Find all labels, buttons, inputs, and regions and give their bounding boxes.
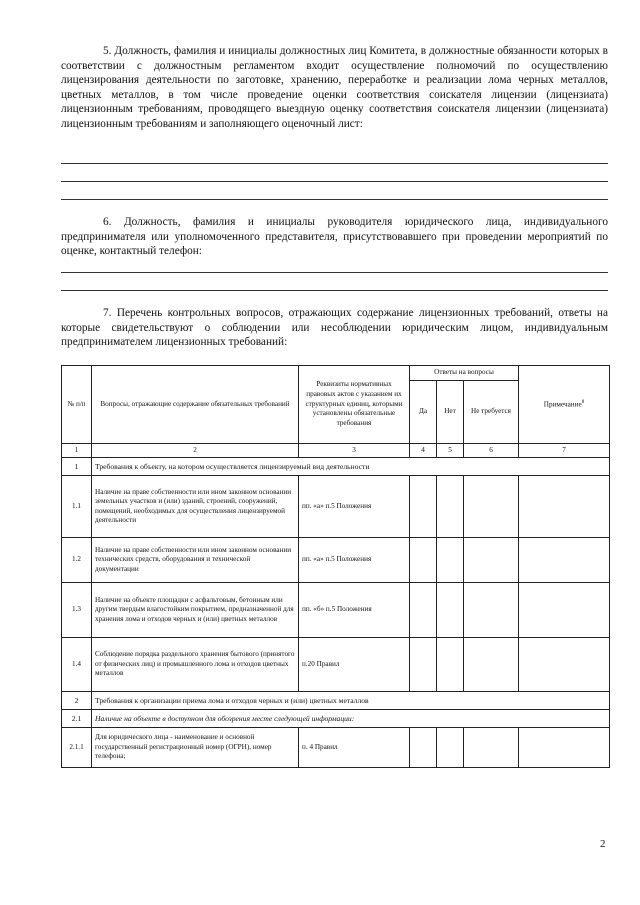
row-reference: пп. «б» п.5 Положения [299, 583, 410, 638]
row-number: 2.1.1 [62, 728, 92, 768]
table-row [62, 476, 610, 538]
row-reference: пп. «а» п.5 Положения [299, 476, 410, 538]
col-number: 4 [410, 443, 437, 458]
note-cell[interactable] [519, 583, 610, 638]
row-question: Соблюдение порядка раздельного хранения бытового (принятого от физических лиц) и промышленного лома и отходов цветных металлов [92, 638, 299, 692]
table-row [62, 583, 610, 638]
subsection-number: 2.1 [62, 710, 92, 728]
fill-line [61, 199, 608, 200]
header-no: Нет [437, 380, 464, 443]
row-number: 1.4 [62, 638, 92, 692]
col-number: 3 [299, 443, 410, 458]
section-title: Требования к организации приема лома и отходов черных и (или) цветных металлов [92, 692, 610, 710]
answer-not-required-cell[interactable] [464, 583, 519, 638]
col-number: 1 [62, 443, 92, 458]
paragraph-5: 5. Должность, фамилия и инициалы должностных лиц Комитета, в должностные обязанности которых в соответствии с должностным регламентом входит осуществление полномочий по осуществлению лицензирования деятельности по заготовке, хранению, переработке и реализации лома черных металлов, цветных металлов, в том числе проведение оценки соответствия соискателя лицензии (лицензиата) лицензионным требованиям, проводящего выездную оценку соответствия соискателя лицензии (лицензиата) лицензионным требованиям и заполняющего оценочный лист: [61, 45, 608, 130]
subsection-title: Наличие на объекте в доступном для обозрения месте следующей информации: [92, 710, 610, 728]
row-number: 1.1 [62, 476, 92, 538]
answer-no-cell[interactable] [437, 583, 464, 638]
header-not-required: Не требуется [464, 380, 519, 443]
row-reference: п. 4 Правил [299, 728, 410, 768]
note-cell[interactable] [519, 476, 610, 538]
table-row [62, 538, 610, 583]
section-number: 1 [62, 458, 92, 476]
header-answers: Ответы на вопросы [410, 366, 519, 381]
answer-no-cell[interactable] [437, 638, 464, 692]
section-title: Требования к объекту, на котором осуществляется лицензируемый вид деятельности [92, 458, 610, 476]
row-question: Наличие на объекте площадки с асфальтовым, бетонным или другим твердым влагостойким покрытием, предназначенной для хранения лома и отходов черных и (или) цветных металлов [92, 583, 299, 638]
answer-not-required-cell[interactable] [464, 638, 519, 692]
answer-yes-cell[interactable] [410, 538, 437, 583]
header-note: Примечание$^8$ [519, 366, 610, 444]
header-questions: Вопросы, отражающие содержание обязательных требований [92, 366, 299, 444]
checklist-table [61, 365, 610, 768]
page-number: 2 [600, 838, 606, 850]
column-numbers-row [62, 443, 610, 458]
answer-yes-cell[interactable] [410, 476, 437, 538]
fill-line [61, 272, 608, 273]
row-number: 1.3 [62, 583, 92, 638]
col-number: 2 [92, 443, 299, 458]
section-row [62, 692, 610, 710]
answer-yes-cell[interactable] [410, 583, 437, 638]
note-cell[interactable] [519, 638, 610, 692]
answer-no-cell[interactable] [437, 728, 464, 768]
answer-not-required-cell[interactable] [464, 538, 519, 583]
section-row [62, 458, 610, 476]
answer-yes-cell[interactable] [410, 728, 437, 768]
note-cell[interactable] [519, 728, 610, 768]
row-question: Наличие на праве собственности или ином законном основании земельных участков и (или) зданий, строений, сооружений, помещений, необходимых для осуществления лицензируемой деятельности [92, 476, 299, 538]
subsection-row [62, 710, 610, 728]
col-number: 6 [464, 443, 519, 458]
fill-line [61, 163, 608, 164]
section-number: 2 [62, 692, 92, 710]
answer-not-required-cell[interactable] [464, 728, 519, 768]
table-row [62, 638, 610, 692]
row-reference: пп. «а» п.5 Положения [299, 538, 410, 583]
answer-not-required-cell[interactable] [464, 476, 519, 538]
note-cell[interactable] [519, 538, 610, 583]
answer-no-cell[interactable] [437, 538, 464, 583]
answer-yes-cell[interactable] [410, 638, 437, 692]
row-reference: п.20 Правил [299, 638, 410, 692]
answer-no-cell[interactable] [437, 476, 464, 538]
row-question: Наличие на праве собственности или ином законном основании технических средств, оборудования и технической документации [92, 538, 299, 583]
fill-line [61, 290, 608, 291]
header-yes: Да [410, 380, 437, 443]
table-row [62, 728, 610, 768]
header-requisites: Реквизиты нормативных правовых актов с указанием их структурных единиц, которыми установлены обязательные требования [299, 366, 410, 444]
row-number: 1.2 [62, 538, 92, 583]
row-question: Для юридического лица - наименование и основной государственный регистрационный номер (ОГРН), номер телефона; [92, 728, 299, 768]
header-num: № п/п [62, 366, 92, 444]
col-number: 5 [437, 443, 464, 458]
fill-line [61, 181, 608, 182]
col-number: 7 [519, 443, 610, 458]
paragraph-6: 6. Должность, фамилия и инициалы руководителя юридического лица, индивидуального предпринимателя или уполномоченного представителя, присутствовавшего при проведении мероприятий по оценке, контактный телефон: [61, 216, 608, 258]
paragraph-7: 7. Перечень контрольных вопросов, отражающих содержание лицензионных требований, ответы на которые свидетельствуют о соблюдении или несоблюдении юридическим лицом, индивидуальным предпринимателем лицензионных требований: [61, 307, 608, 349]
